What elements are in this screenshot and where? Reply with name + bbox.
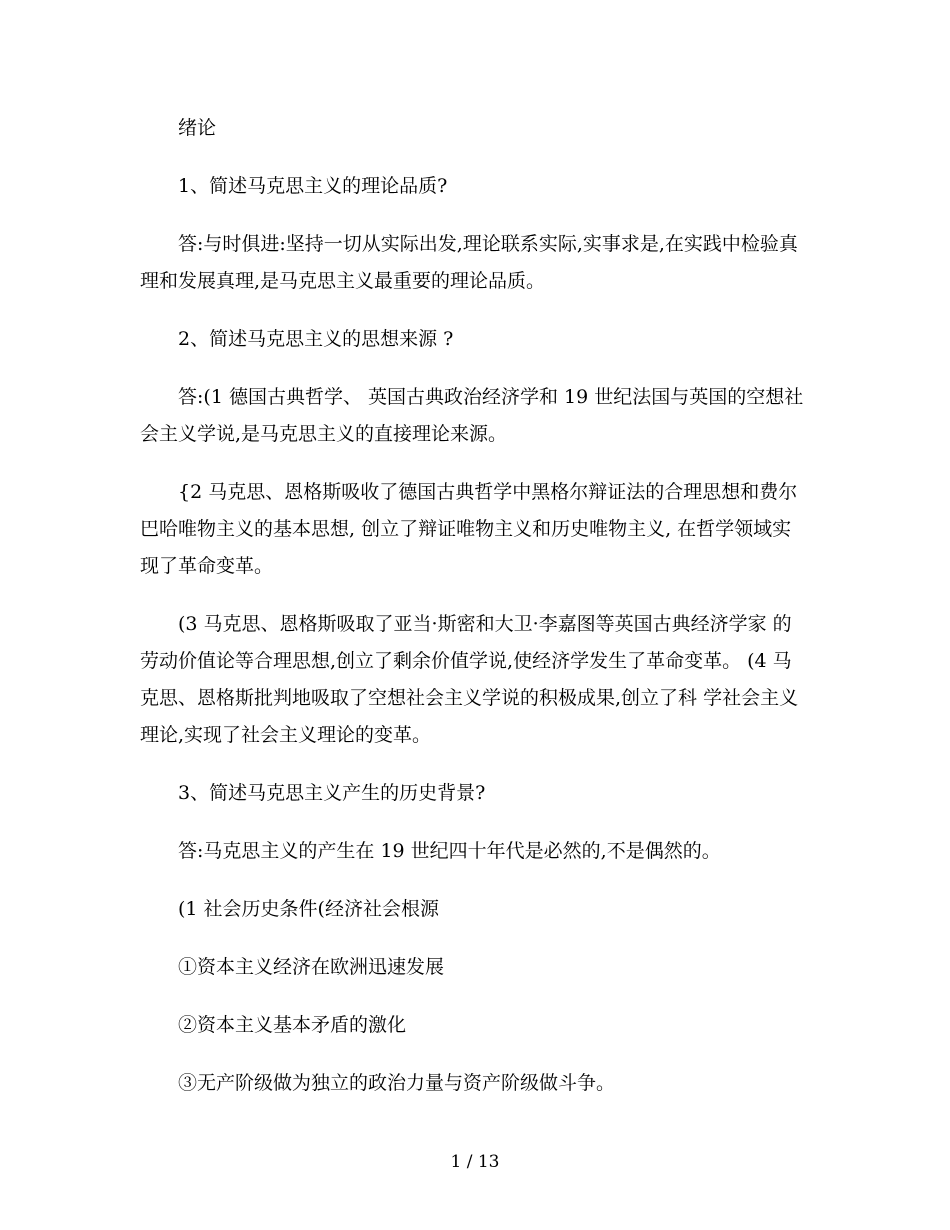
answer-1: 答:与时俱进:坚持一切从实际出发,理论联系实际,实事求是,在实践中检验真理和发展真理,是马克思主义最重要的理论品质。 [140,233,798,292]
document-body [140,110,810,1123]
answer-3-sub-2: ②资本主义基本矛盾的激化 [178,1014,407,1036]
answer-2-point-2: {2 马克思、恩格斯吸收了德国古典哲学中黑格尔辩证法的合理思想和费尔 巴哈唯物主义的基本思想, 创立了辩证唯物主义和历史唯物主义, 在哲学领域实 现了革命变革。 [140,481,804,577]
answer-3-sub-1: ①资本主义经济在欧洲迅速发展 [178,956,445,978]
answer-2-point-1: 答:(1 德国古典哲学、 英国古典政治经济学和 19 世纪法国与英国的空想社 会主义学说,是马克思主义的直接理论来源。 [140,386,810,445]
page-number: 1 / 13 [450,1152,500,1172]
question-2: 2、简述马克思主义的思想来源 ? [178,328,454,350]
answer-3-point-1: (1 社会历史条件(经济社会根源 [178,898,439,920]
answer-2-point-3-4: (3 马克思、恩格斯吸取了亚当·斯密和大卫·李嘉图等英国古典经济学家 的劳动价值论等合理思想,创立了剩余价值学说,使经济学发生了革命变革。 (4 马克思、恩格斯批判地吸取了空想社会主义学说的积极成果,创立了科 学社会主义理论,实现了社会主义理论的变革。 [140,613,799,746]
answer-3-sub-3: ③无产阶级做为独立的政治力量与资产阶级做斗争。 [178,1072,616,1094]
question-3: 3、简述马克思主义产生的历史背景? [178,782,486,804]
question-1: 1、简述马克思主义的理论品质? [178,175,448,197]
answer-3-intro: 答:马克思主义的产生在 19 世纪四十年代是必然的,不是偶然的。 [178,840,721,862]
section-heading: 绪论 [178,117,217,139]
